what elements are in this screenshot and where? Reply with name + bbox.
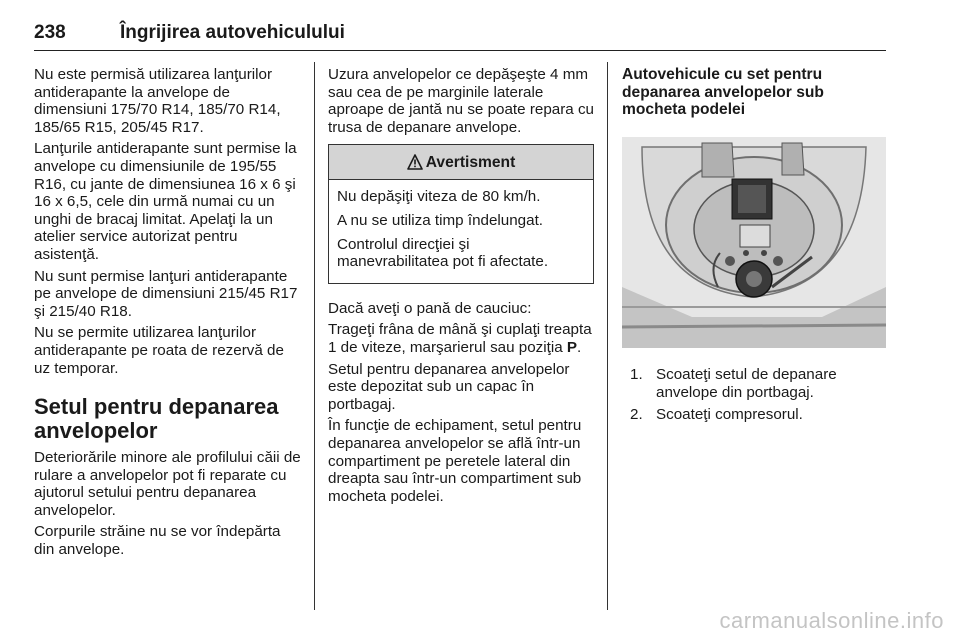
paragraph: Deteriorările minore ale profilului căii de rulare a anvelopelor pot fi reparate cu ajutorul setului pentru depanarea anvelopelor.: [34, 449, 301, 519]
warning-triangle-icon: [407, 154, 423, 170]
warning-line: A nu se utiliza timp îndelungat.: [337, 211, 544, 229]
warning-line: Nu depăşiţi viteza de 80 km/h.: [337, 188, 541, 206]
paragraph: Dacă aveţi o pană de cauciuc:: [328, 299, 532, 317]
warning-line: Controlul direcţiei şi manevrabilitatea pot fi afectate.: [337, 235, 549, 271]
step-number: 2.: [630, 405, 643, 423]
paragraph: Corpurile străine nu se vor îndepărta din anvelope.: [34, 523, 281, 559]
subheading: Autovehicule cu set pentru depanarea anvelopelor sub mocheta podelei: [622, 66, 824, 119]
warning-header: [329, 145, 593, 180]
step-number: 1.: [630, 366, 643, 384]
column-divider-right: [607, 62, 608, 610]
paragraph: Nu sunt permise lanţuri antiderapante pe anvelope de dimensiuni 215/45 R17 şi 215/40 R18.: [34, 267, 298, 320]
list-item: [622, 406, 886, 424]
list-item: [622, 366, 886, 401]
trunk-repair-kit-illustration: [622, 137, 886, 348]
paragraph: Nu se permite utilizarea lanţurilor antiderapante pe roata de rezervă de uz temporar.: [34, 324, 284, 377]
watermark: carmanualsonline.info: [719, 608, 944, 633]
paragraph: Nu este permisă utilizarea lanţurilor antiderapante la anvelope de dimensiuni 175/70 R14, 185/70 R14, 185/65 R15, 205/45 R17.: [34, 66, 281, 136]
column-divider-left: [314, 62, 315, 610]
paragraph: Setul pentru depanarea anvelopelor este depozitat sub un capac în portbagaj.: [328, 360, 570, 413]
gear-position: P: [566, 338, 578, 356]
paragraph: Trageţi frâna de mână şi cuplaţi treapta 1 de viteze, marşarierul sau poziţia P.: [328, 321, 592, 356]
column-left: [34, 66, 302, 563]
paragraph: Uzura anvelopelor ce depăşeşte 4 mm sau cea de pe marginile laterale aproape de jantă nu se poate repara cu trusa de depanare anvelope.: [328, 66, 594, 136]
warning-title: Avertisment: [425, 153, 516, 171]
steps-list: [622, 366, 886, 423]
column-right: [622, 66, 886, 427]
page-number: 238: [34, 22, 66, 43]
warning-body: [329, 180, 593, 282]
column-middle: [328, 66, 594, 509]
paragraph: În funcţie de echipament, setul pentru depanarea anvelopelor se află într-un compartiment pe peretele lateral din dreapta sau într-un compartiment sub mocheta podelei.: [328, 417, 582, 505]
warning-box: [328, 144, 594, 283]
page-header: [34, 22, 886, 51]
step-text: Scoateţi setul de depanare anvelope din portbagaj.: [656, 366, 837, 401]
section-title: Setul pentru depanarea anvelopelor: [34, 394, 279, 444]
running-title: Îngrijirea autovehiculului: [120, 22, 345, 43]
step-text: Scoateţi compresorul.: [656, 405, 803, 423]
paragraph: Lanţurile antiderapante sunt permise la anvelope cu dimensiunile de 195/55 R16, cu jante de dimensiunea 16 x 6 şi 16 x 6,5, cele din urmă numai cu un unghi de bracaj limitat. Apelaţi la un atelier service autorizat pentru asistenţă.: [34, 140, 297, 263]
